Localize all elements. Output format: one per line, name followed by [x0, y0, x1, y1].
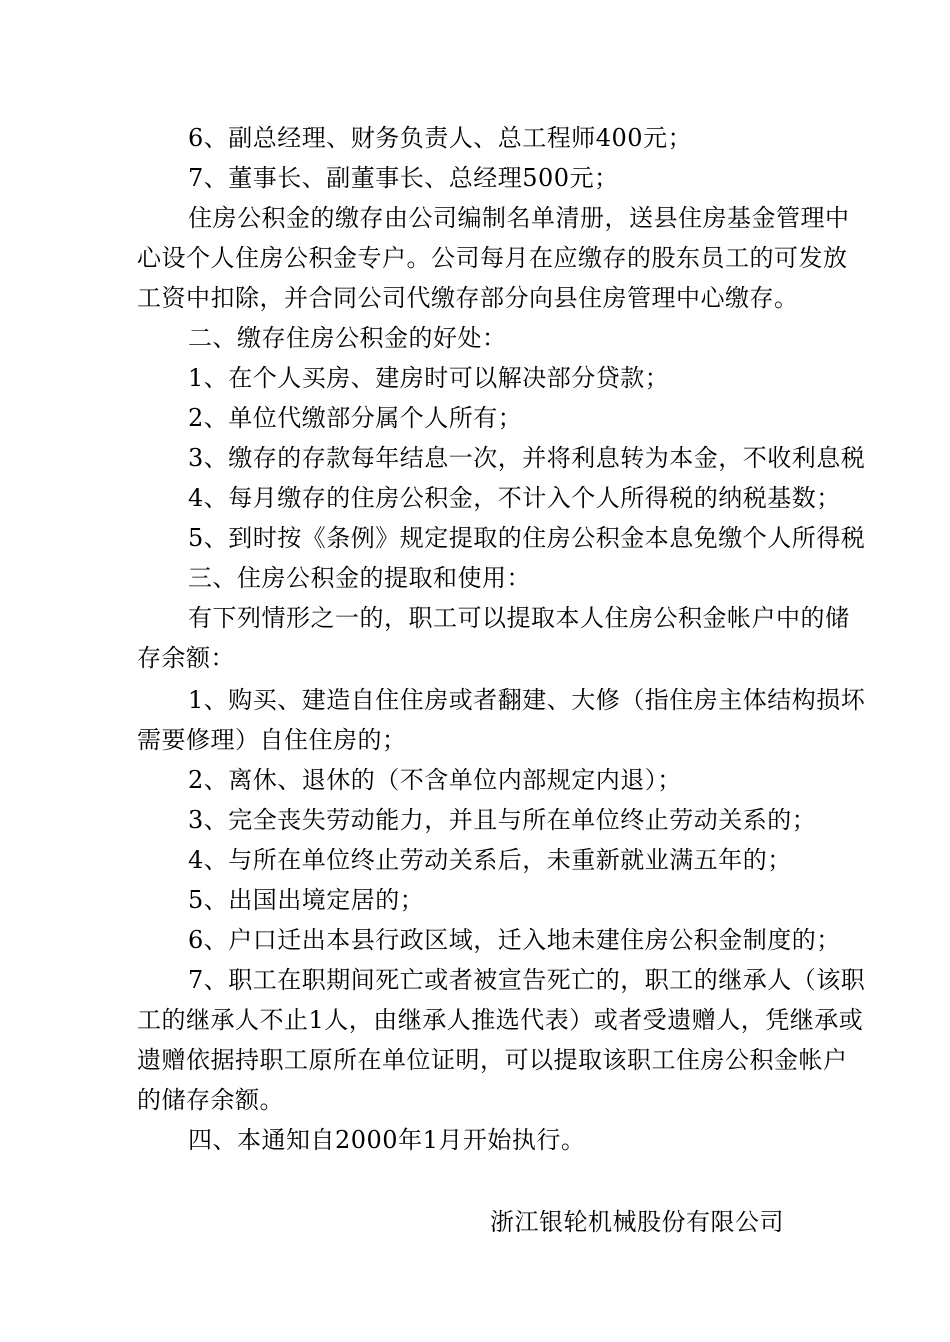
list-item: 需要修理）自住住房的；: [137, 726, 407, 754]
list-item: 1、在个人买房、建房时可以解决部分贷款；: [188, 364, 670, 392]
list-item: 1、购买、建造自住住房或者翻建、大修（指住房主体结构损坏: [188, 686, 866, 714]
list-item: 工的继承人不止1人，由继承人推选代表）或者受遗赠人，凭继承或: [137, 1006, 864, 1034]
list-item: 2、单位代缴部分属个人所有；: [188, 404, 523, 432]
paragraph-line: 住房公积金的缴存由公司编制名单清册，送县住房基金管理中: [188, 204, 850, 232]
list-item: 的储存余额。: [137, 1086, 284, 1114]
paragraph-line: 心设个人住房公积金专户。公司每月在应缴存的股东员工的可发放: [137, 244, 848, 272]
list-item: 遗赠依据持职工原所在单位证明，可以提取该职工住房公积金帐户: [137, 1046, 848, 1074]
list-item: 4、每月缴存的住房公积金，不计入个人所得税的纳税基数；: [188, 484, 841, 512]
list-item: 2、离休、退休的（不含单位内部规定内退）；: [188, 766, 682, 794]
list-item: 3、缴存的存款每年结息一次，并将利息转为本金，不收利息税: [188, 444, 866, 472]
list-item: 4、与所在单位终止劳动关系后，未重新就业满五年的；: [188, 846, 792, 874]
list-item: 5、出国出境定居的；: [188, 886, 425, 914]
company-signature: 浙江银轮机械股份有限公司: [490, 1208, 784, 1236]
closing-statement: 四、本通知自2000年1月开始执行。: [188, 1126, 586, 1154]
section-heading: 二、缴存住房公积金的好处：: [188, 324, 507, 352]
list-item: 7、职工在职期间死亡或者被宣告死亡的，职工的继承人（该职: [188, 966, 866, 994]
paragraph-line: 工资中扣除，并合同公司代缴存部分向县住房管理中心缴存。: [137, 284, 799, 312]
paragraph-line: 有下列情形之一的，职工可以提取本人住房公积金帐户中的储: [188, 604, 850, 632]
section-heading: 三、住房公积金的提取和使用：: [188, 564, 531, 592]
list-item: 5、到时按《条例》规定提取的住房公积金本息免缴个人所得税: [188, 524, 866, 552]
list-item: 6、副总经理、财务负责人、总工程师400元；: [188, 124, 693, 152]
list-item: 6、户口迁出本县行政区域，迁入地未建住房公积金制度的；: [188, 926, 841, 954]
list-item: 3、完全丧失劳动能力，并且与所在单位终止劳动关系的；: [188, 806, 817, 834]
paragraph-line: 存余额：: [137, 644, 235, 672]
list-item: 7、董事长、副董事长、总经理500元；: [188, 164, 619, 192]
